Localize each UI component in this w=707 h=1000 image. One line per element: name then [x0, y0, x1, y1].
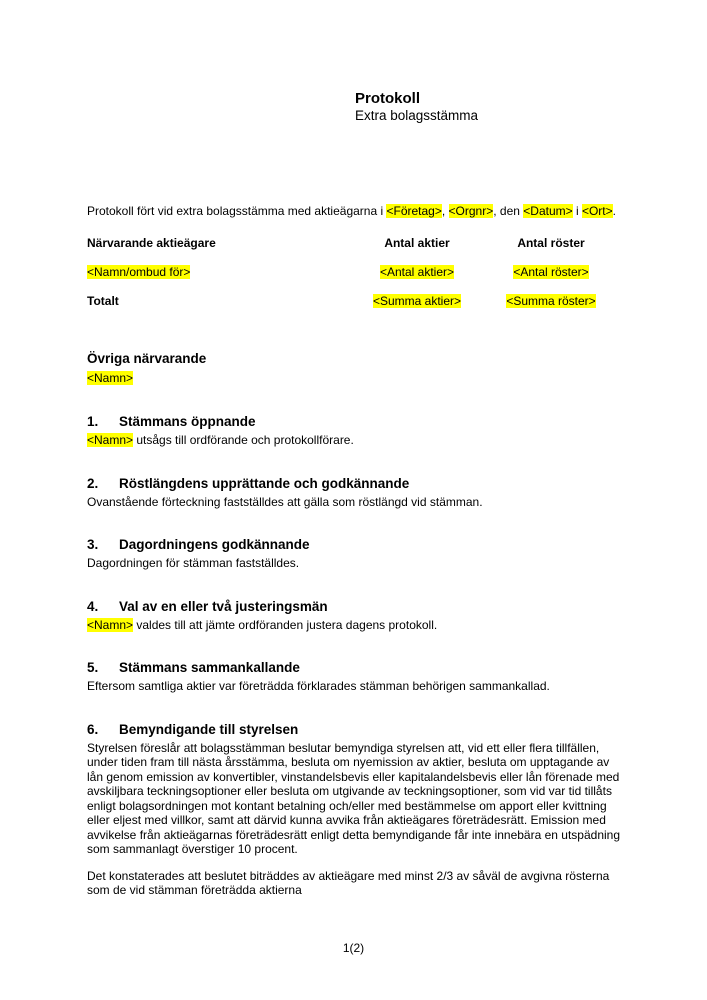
intro-text-prefix: Protokoll fört vid extra bolagsstämma med aktieägarna i: [87, 204, 387, 218]
placeholder-total-votes: <Summa röster>: [506, 294, 596, 308]
table-row-shareholder-name: [87, 265, 352, 280]
page-number: 1(2): [342, 941, 365, 955]
section-4-number: 4.: [87, 598, 99, 614]
intro-sep3: i: [572, 204, 582, 218]
placeholder-company: <Företag>: [386, 204, 442, 218]
section-4-title: Val av en eller två justeringsmän: [119, 598, 328, 614]
table-row-total-label: Totalt: [87, 294, 119, 308]
section-5-body: Eftersom samtliga aktier var företrädda förklarades stämman behörigen sammankallad.: [87, 679, 550, 693]
placeholder-vote-count: <Antal röster>: [513, 265, 589, 279]
column-header-shareholders: Närvarande aktieägare: [87, 236, 216, 250]
section-3-title: Dagordningens godkännande: [119, 537, 310, 552]
intro-text-suffix: .: [612, 204, 616, 218]
section-3-body: Dagordningen för stämman fastställdes.: [87, 556, 300, 570]
section-6-authorization: [87, 721, 620, 898]
column-header-votes: Antal röster: [517, 236, 585, 250]
section-5-number: 5.: [87, 660, 99, 675]
section-4-body-text: valdes till att jämte ordföranden justera dagens protokoll.: [133, 617, 438, 632]
section-5-convening: [87, 659, 620, 694]
section-1-title: Stämmans öppnande: [119, 414, 256, 429]
placeholder-city: <Ort>: [581, 204, 613, 218]
column-header-shares: Antal aktier: [384, 236, 450, 250]
attendees-table: [87, 236, 620, 309]
intro-sep2: , den: [493, 204, 524, 218]
placeholder-chairman-name: <Namn>: [87, 433, 134, 447]
section-1-opening: [87, 413, 620, 448]
table-row-total-votes: [482, 294, 620, 309]
placeholder-date: <Datum>: [523, 204, 573, 218]
section-1-body: [87, 433, 620, 448]
table-row-total-shares: [352, 294, 482, 309]
section-3-agenda: [87, 536, 620, 571]
section-6-number: 6.: [87, 721, 99, 737]
section-4-adjusters: [87, 598, 620, 633]
section-2-number: 2.: [87, 475, 99, 491]
section-6-heading: [87, 721, 620, 738]
placeholder-share-count: <Antal aktier>: [379, 265, 455, 279]
section-5-title: Stämmans sammankallande: [119, 660, 300, 675]
section-6-title: Bemyndigande till styrelsen: [119, 721, 299, 737]
table-row-shareholder-shares: [352, 265, 482, 280]
section-2-body: Ovanstående förteckning fastställdes att gälla som röstlängd vid stämman.: [87, 494, 483, 509]
placeholder-shareholder-name: <Namn/ombud för>: [87, 265, 191, 279]
section-1-number: 1.: [87, 414, 99, 429]
intro-sep1: ,: [441, 204, 449, 218]
section-4-heading: [87, 598, 620, 615]
page-title: Protokoll: [355, 90, 421, 107]
section-6-body-paragraph-1: Styrelsen föreslår att bolagsstämman beslutar bemyndiga styrelsen att, vid ett eller flera tillfällen, under tiden fram till nästa årsstämma, besluta om nyemission av aktier, besluta om upptagande av lån genom emission av konvertibler, vinstandelsbevis eller kapitalandelsbevis eller lån förenade med avskiljbara teckningsoptioner eller besluta om utgivande av teckningsoptioner, som vid var tid tillåts enligt bolagsordningen mot kontant betalning och/eller med bestämmelse om apport eller kvittning eller eljest med villkor, samt att därvid kunna avvika från aktieägares företrädesrätt. Emission med avvikelse från aktieägarnas företrädesrätt enligt detta bemyndigande får inte innebära en utspädning som sammanlagt överstiger 10 procent.: [87, 740, 621, 856]
others-present-value: [87, 371, 620, 386]
section-2-heading: [87, 475, 620, 492]
section-3-heading: [87, 536, 620, 553]
section-6-body-paragraph-2: Det konstaterades att beslutet biträddes av aktieägare med minst 2/3 av såväl de avgivna rösterna som de vid stämman företrädda aktierna: [87, 868, 610, 897]
placeholder-orgnr: <Orgnr>: [448, 204, 494, 218]
section-1-body-text: utsågs till ordförande och protokollförare.: [133, 433, 354, 447]
document-header: [355, 90, 620, 124]
intro-paragraph: [87, 204, 620, 219]
others-present-heading: Övriga närvarande: [87, 351, 207, 366]
section-2-title: Röstlängdens upprättande och godkännande: [119, 475, 410, 491]
table-row-shareholder-votes: [482, 265, 620, 280]
others-present: [87, 350, 620, 386]
placeholder-others-name: <Namn>: [87, 371, 134, 385]
placeholder-adjuster-name: <Namn>: [87, 617, 134, 632]
section-4-body: [87, 618, 620, 633]
section-5-heading: [87, 659, 620, 676]
placeholder-total-shares: <Summa aktier>: [372, 294, 462, 308]
section-3-number: 3.: [87, 537, 99, 552]
section-2-voting-list: [87, 475, 620, 510]
page-subtitle: Extra bolagsstämma: [355, 108, 479, 123]
section-1-heading: [87, 413, 620, 430]
